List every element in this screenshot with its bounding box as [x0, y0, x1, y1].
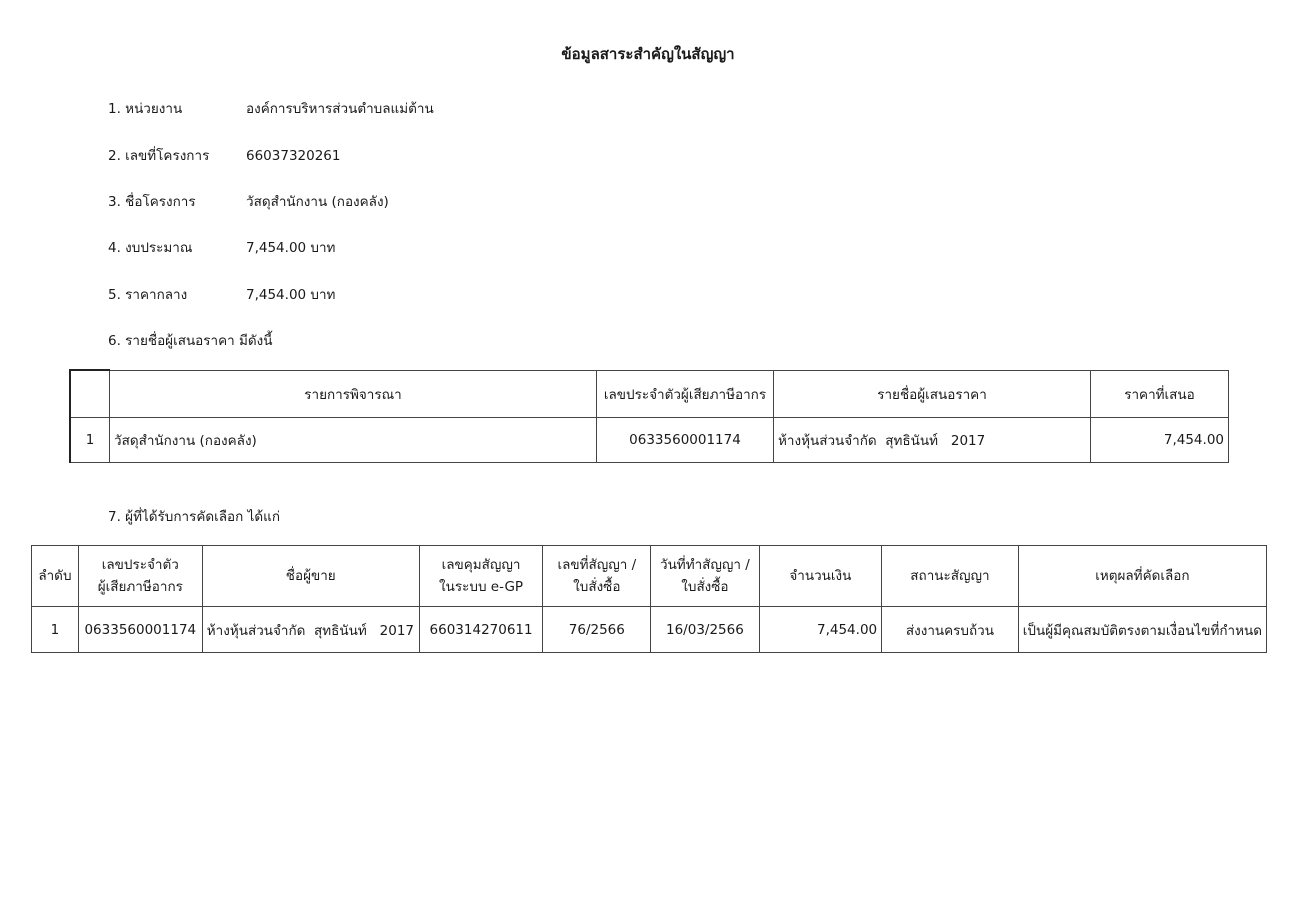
- header-line: จำนวนเงิน: [789, 568, 852, 584]
- info-value: 66037320261: [246, 148, 341, 164]
- bidders-table: [69, 369, 1229, 463]
- header-line: ใบสั่งซื้อ: [681, 579, 729, 595]
- info-value: 7,454.00 บาท: [246, 240, 336, 256]
- table-header-row: [32, 546, 1267, 607]
- info-label: 1. หน่วยงาน: [108, 101, 183, 117]
- cell-tax-id: 0633560001174: [597, 418, 774, 463]
- col-header-amount: [759, 546, 882, 607]
- header-line: ผู้เสียภาษีอากร: [97, 579, 183, 595]
- cell-egp-number: 660314270611: [419, 607, 543, 653]
- info-row-agency: [108, 97, 434, 119]
- document-title: ข้อมูลสาระสำคัญในสัญญา: [561, 45, 735, 63]
- col-header-item: รายการพิจารณา: [110, 370, 597, 418]
- cell-number: 1: [70, 418, 110, 463]
- header-line: เหตุผลที่คัดเลือก: [1095, 568, 1190, 584]
- cell-vendor: ห้างหุ้นส่วนจำกัด สุทธินันท์ 2017: [202, 607, 419, 653]
- cell-tax-id: 0633560001174: [78, 607, 202, 653]
- cell-status: ส่งงานครบถ้วน: [882, 607, 1019, 653]
- cell-contract-number: 76/2566: [543, 607, 651, 653]
- cell-price: 7,454.00: [1091, 418, 1229, 463]
- header-line: เลขที่สัญญา /: [557, 557, 637, 573]
- col-header-number: [70, 370, 110, 418]
- header-line: สถานะสัญญา: [910, 568, 990, 584]
- header-line: ในระบบ e-GP: [439, 579, 524, 595]
- cell-bidder: ห้างหุ้นส่วนจำกัด สุทธินันท์ 2017: [774, 418, 1091, 463]
- info-label: 4. งบประมาณ: [108, 240, 193, 256]
- info-row-budget: [108, 236, 335, 258]
- info-value: องค์การบริหารส่วนตำบลแม่ต้าน: [246, 101, 434, 117]
- table-row: [32, 607, 1267, 653]
- col-header-bidder: รายชื่อผู้เสนอราคา: [774, 370, 1091, 418]
- cell-contract-date: 16/03/2566: [651, 607, 759, 653]
- col-header-status: [882, 546, 1019, 607]
- bidders-heading: 6. รายชื่อผู้เสนอราคา มีดังนี้: [108, 333, 273, 349]
- header-line: วันที่ทำสัญญา /: [659, 557, 750, 573]
- col-header-vendor: [202, 546, 419, 607]
- info-row-project-number: [108, 144, 340, 166]
- info-label: 2. เลขที่โครงการ: [108, 148, 210, 164]
- col-header-egp: [419, 546, 543, 607]
- info-label: 5. ราคากลาง: [108, 287, 188, 303]
- header-line: เลขคุมสัญญา: [441, 557, 521, 573]
- selected-heading: 7. ผู้ที่ได้รับการคัดเลือก ได้แก่: [108, 509, 281, 525]
- col-header-order: [32, 546, 79, 607]
- info-value: 7,454.00 บาท: [246, 287, 336, 303]
- header-line: ลำดับ: [38, 568, 72, 584]
- col-header-price: ราคาที่เสนอ: [1091, 370, 1229, 418]
- selected-vendor-table: [31, 545, 1267, 653]
- info-value: วัสดุสำนักงาน (กองคลัง): [246, 194, 389, 210]
- col-header-tax-id: [78, 546, 202, 607]
- cell-reason: เป็นผู้มีคุณสมบัติตรงตามเงื่อนไขที่กำหนด: [1018, 607, 1266, 653]
- col-header-contract-no: [543, 546, 651, 607]
- info-row-median-price: [108, 283, 335, 305]
- header-line: ใบสั่งซื้อ: [573, 579, 621, 595]
- col-header-tax-id: เลขประจำตัวผู้เสียภาษีอากร: [597, 370, 774, 418]
- cell-item: วัสดุสำนักงาน (กองคลัง): [110, 418, 597, 463]
- table-header-row: [70, 370, 1229, 418]
- col-header-reason: [1018, 546, 1266, 607]
- col-header-contract-date: [651, 546, 759, 607]
- cell-order: 1: [32, 607, 79, 653]
- header-line: ชื่อผู้ขาย: [285, 568, 336, 584]
- table-row: [70, 418, 1229, 463]
- header-line: เลขประจำตัว: [101, 557, 179, 573]
- cell-amount: 7,454.00: [759, 607, 882, 653]
- info-row-project-name: [108, 190, 389, 212]
- info-label: 3. ชื่อโครงการ: [108, 194, 196, 210]
